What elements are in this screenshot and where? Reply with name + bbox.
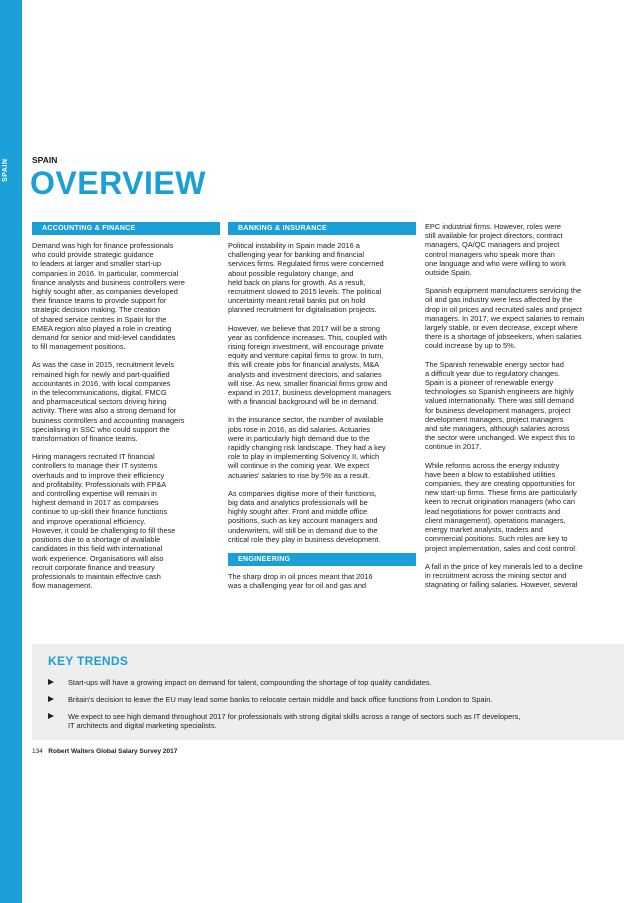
- engineering-paragraph-4: The Spanish renewable energy sector had a difficult year due to regulatory changes. Spain is a pioneer of renewable energy technologies so Spanish engineers are highly valued internationally. There was still demand for business development managers, project development managers, project managers and site managers, although salaries across the sector were unchanged. We expect this to continue in 2017.: [425, 359, 575, 452]
- page-number: 134: [32, 748, 43, 755]
- country-heading: SPAIN: [32, 155, 58, 165]
- page-footer: [32, 748, 177, 755]
- engineering-paragraph-2: EPC industrial firms. However, roles were still available for project directors, contract managers, QA/QC managers and project control managers who speak more than one language and who were willing to work outside Spain.: [425, 222, 566, 278]
- triangle-bullet-icon: [48, 713, 54, 719]
- accounting-paragraph-3: Hiring managers recruited IT financial controllers to manage their IT systems overhauls and to improve their efficiency and profitability. Professionals with FP&A and controlling expertise will remain in highest demand in 2017 as companies continue to up-skill their finance functions and improve operational efficiency. However, it could be challenging to fill these positions due to a shortage of available candidates in this field with international work experience. Organisations will also recruit corporate finance and treasury professionals to maintain effective cash flow management.: [32, 452, 176, 591]
- banking-paragraph-1: Political instability in Spain made 2016 a challenging year for banking and financial services firms. Regulated firms were concerned about possible regulatory change, and held back on plans for growth. As a result, recruitment slowed to 2015 levels. The political uncertainty meant retail banks put on hold planned recruitment for digitalisation projects.: [228, 241, 384, 315]
- triangle-bullet-icon: [48, 696, 54, 702]
- engineering-paragraph-6: A fall in the price of key minerals led to a decline in recruitment across the mining sector and stagnating or falling salaries. However, several: [425, 561, 583, 590]
- triangle-bullet-icon: [48, 679, 54, 685]
- page-title: OVERVIEW: [30, 165, 206, 201]
- side-country-label: SPAIN: [2, 158, 9, 182]
- accounting-paragraph-2: As was the case in 2015, recruitment levels remained high for newly and part-qualified accountants in 2016, with local companies in the telecommunications, digital, FMCG and pharmaceutical sectors driving hiring activity. There was also a strong demand for business controllers and accounting managers specialising in SSC who could support the transformation of finance teams.: [32, 360, 185, 444]
- column-engineering-continued: [425, 222, 620, 598]
- banking-paragraph-2: However, we believe that 2017 will be a strong year as confidence increases. This, coupled with rising foreign investment, will encourage private equity and venture capital firms to grow. In turn, this will create jobs for financial analysts, M&A analysts and investment directors, and salaries will rise. As new, smaller financial firms grow and expand in 2017, business development managers with a financial background will be in demand.: [228, 323, 392, 407]
- banking-paragraph-3: In the insurance sector, the number of available jobs rose in 2016, as did salaries. Actuaries were in particularly high demand due to the rapidly changing risk landscape. They had a key role to play in implementing Solvency II, which will continue in the coming year. We expect actuaries' salaries to rise by 5% as a result.: [228, 415, 386, 480]
- side-color-strip: [0, 0, 22, 903]
- column-accounting: [32, 222, 220, 599]
- banking-paragraph-4: As companies digitise more of their functions, big data and analytics professionals will be highly sought after. Front and middle office positions, such as key account managers and underwriters, will still be in demand due to the critical role they play in business development.: [228, 488, 381, 544]
- column-banking: [228, 222, 416, 600]
- key-trend-text-2: Britain's decision to leave the EU may lead some banks to relocate certain middle and back office functions from London to Spain.: [68, 695, 493, 704]
- key-trend-text-1: Start-ups will have a growing impact on demand for talent, compounding the shortage of top quality candidates.: [68, 678, 432, 687]
- key-trend-text-3: We expect to see high demand throughout 2017 for professionals with strong digital skills across a range of sectors such as IT developers, IT architects and digital marketing specialists.: [68, 712, 521, 731]
- section-heading-accounting: ACCOUNTING & FINANCE: [32, 222, 220, 235]
- section-heading-banking: BANKING & INSURANCE: [228, 222, 416, 235]
- key-trends-title: KEY TRENDS: [48, 654, 129, 668]
- accounting-paragraph-1: Demand was high for finance professionals who could provide strategic guidance to leaders at larger and smaller start-up companies in 2016. In particular, commercial finance analysts and business controllers were highly sought after, as companies developed their finance teams to provide support for strategic decision making. The creation of shared service centres in Spain for the EMEA region also played a role in creating demand for senior and mid-level candidates to fill management positions.: [32, 241, 185, 352]
- engineering-paragraph-1: The sharp drop in oil prices meant that 2016 was a challenging year for oil and gas and: [228, 572, 373, 591]
- engineering-paragraph-3: Spanish equipment manufacturers servicing the oil and gas industry were less affected by the drop in oil prices and recruited sales and project managers. In 2017, we expect salaries to remain largely stable, or even decrease, except where there is a shortage of jobseekers, when salaries could increase by up to 5%.: [425, 286, 585, 351]
- publication-name: Robert Walters Global Salary Survey 2017: [48, 748, 178, 755]
- section-heading-engineering: ENGINEERING: [228, 553, 416, 566]
- engineering-paragraph-5: While reforms across the energy industry have been a blow to established utilities companies, they are creating opportunities for new start-up firms. These firms are particularly keen to recruit origination managers (who can lead negotiations for power contracts and client management), operations managers, energy market analysts, traders and commercial positions. Such roles are key to project implementation, sales and cost control.: [425, 460, 577, 553]
- key-trends-box: [32, 644, 624, 740]
